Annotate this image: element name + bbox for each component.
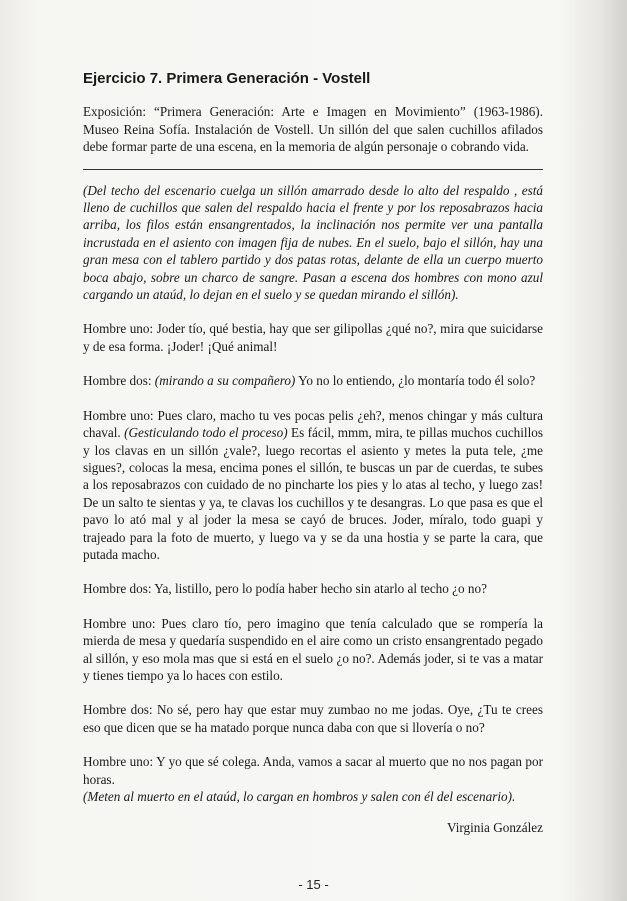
exposition-paragraph: Exposición: “Primera Generación: Arte e Imagen en Movimiento” (1963-1986). Museo Reina Sofía. Instalación de Vostell. Un sillón del que salen cuchillos afilados debe formar parte de una escena, en la memoria de algún personaje o cobrando vida. (83, 104, 543, 155)
author-signature: Virginia González (446, 820, 543, 836)
closing-stage-direction: (Meten al muerto en el ataúd, lo cargan en hombros y salen con él del escenario). (83, 789, 516, 804)
exercise-title: Ejercicio 7. Primera Generación - Vostell (83, 70, 371, 87)
dialogue-line (83, 372, 543, 389)
page-content (83, 70, 543, 837)
dialogue-line: Hombre uno: Pues claro tío, pero imagino que tenía calculado que se rompería la mierda de mesa y quedaría suspendido en el aire como un cristo ensangrentado pegado al sillón, y eso mola mas que si está en el suelo ¿o no?. Además joder, si te vas a matar y tienes tiempo ya lo haces con estilo. (83, 615, 543, 683)
dialogue-line: Hombre dos: Ya, listillo, pero lo podía haber hecho sin atarlo al techo ¿o no? (83, 581, 487, 597)
dialogue-aside: (mirando a su compañero) (154, 373, 296, 389)
dialogue-speaker-text: Hombre uno: Pues claro, macho tu ves pocas pelis ¿eh?, menos chingar y más cultura chaval. (83, 407, 543, 441)
dialogue-aside: (Gesticulando todo el proceso) (124, 425, 288, 441)
page-number: - 15 - (298, 877, 329, 892)
dialogue-speaker-text: Hombre dos: (83, 373, 155, 389)
dialogue-text: Es fácil, mmm, mira, te pillas muchos cuchillos y los clavas en un sillón ¿vale?, luego recortas el asiento y metes la puta tele, ¿me sigues?, colocas la mesa, encima pones el sillón, te buscas un par de cuerdas, te subes a los reposabrazos con cuidado de no pincharte los pies y lo atas al techo, y luego zas! De un salto te sientas y ya, te clavas los cuchillos y te desangras. Lo que pasa es que el pavo lo ató mal y al joder la mesa se cayó de bruces. Joder, míralo, todo guapi y trajeado para la foto de muerto, y luego va y se da una hostia y se parte la cara, que putada macho. (83, 425, 543, 562)
dialogue-line: Hombre uno: Joder tío, qué bestia, hay que ser gilipollas ¿qué no?, mira que suicidarse y de esa forma. ¡Joder! ¡Qué animal! (83, 321, 543, 354)
divider-rule (83, 169, 543, 170)
dialogue-line (83, 407, 543, 564)
stage-direction: (Del techo del escenario cuelga un sillón amarrado desde lo alto del respaldo , está lleno de cuchillos que salen del respaldo hacia el frente y por los reposabrazos hacia arriba, los filos están ensangrentados, la inclinación nos permite ver una pantalla incrustada en el asiento con imagen fija de nubes. En el suelo, bajo el sillón, hay una gran mesa con el tablero partido y dos patas rotas, delante de ella un cuerpo muerto boca abajo, sobre un charco de sangre. Pasan a escena dos hombres con mono azul cargando un ataúd, lo dejan en el suelo y se quedan mirando el sillón). (83, 182, 543, 303)
dialogue-line: Hombre uno: Y yo que sé colega. Anda, vamos a sacar al muerto que no nos pagan por horas. (83, 754, 543, 787)
dialogue-line: Hombre dos: No sé, pero hay que estar muy zumbao no me jodas. Oye, ¿Tu te crees eso que dicen que se ha matado porque nunca daba con que si llovería o no? (83, 702, 543, 735)
dialogue-text: Yo no lo entiendo, ¿lo montaría todo él solo? (295, 373, 536, 389)
